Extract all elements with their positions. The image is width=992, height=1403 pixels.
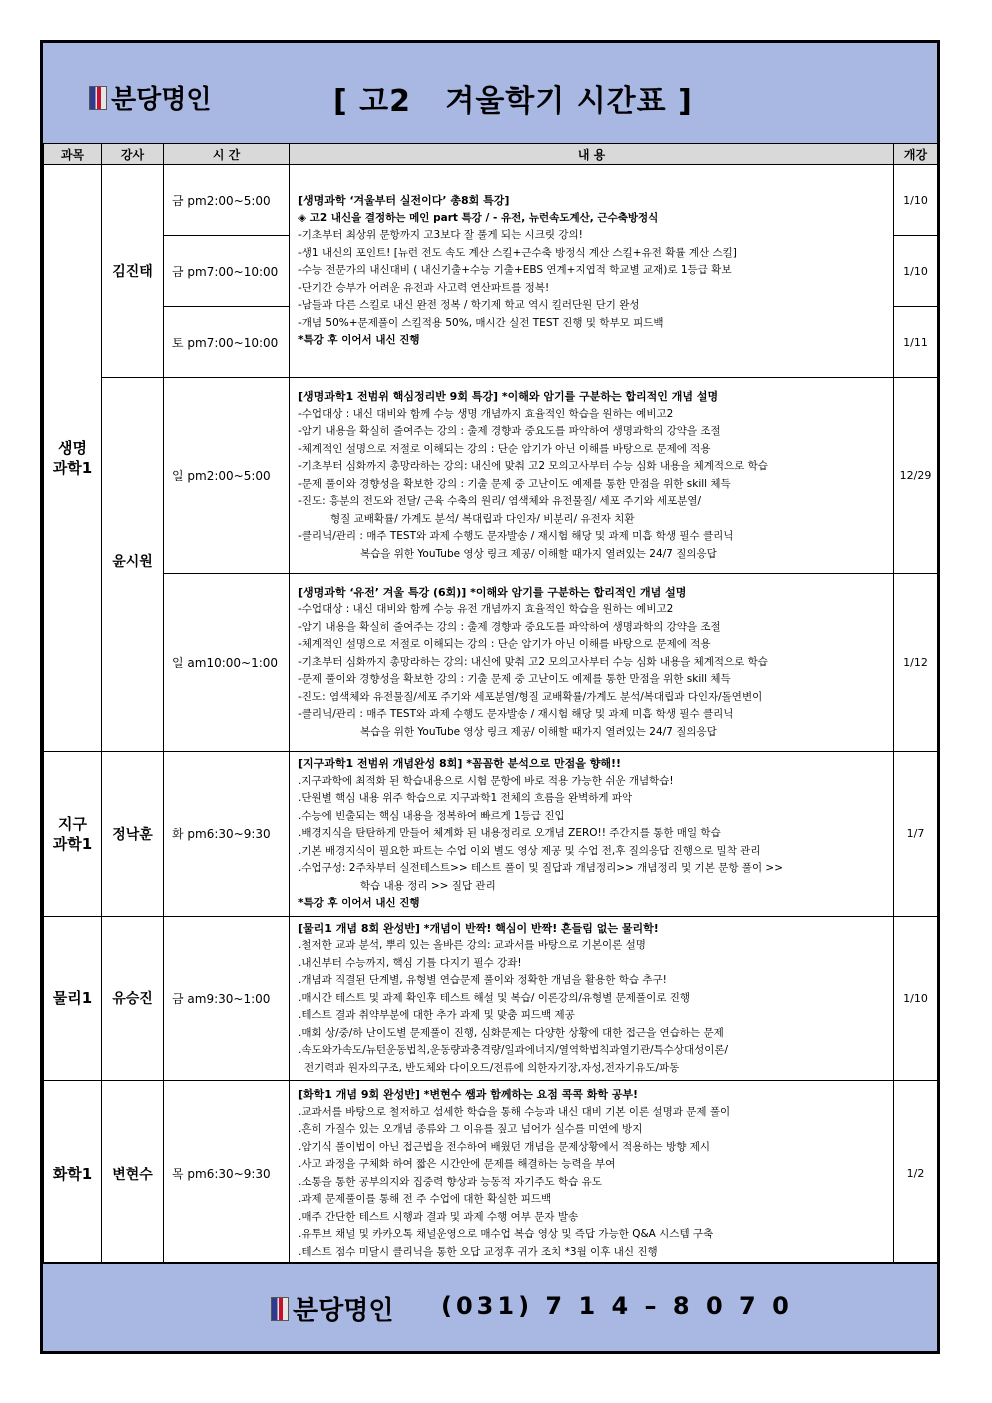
time-yoon-1: 일 pm2:00~5:00 (164, 378, 290, 574)
time-kim-2: 금 pm7:00~10:00 (164, 236, 290, 307)
phone-number: (031) 7 1 4 – 8 0 7 0 (441, 1292, 793, 1320)
header-band (43, 43, 937, 145)
content-line: -암기 내용을 확실히 줄여주는 강의 : 출제 경향과 중요도를 파악하여 생명과학의 강약을 조절 (298, 425, 721, 437)
content-line: -생1 내신의 포인트! [뉴런 전도 속도 계산 스킬+근수축 방정식 계산 스킬+유전 확률 계산 스킬] (298, 246, 737, 259)
count-byun-1: 1/2 (894, 1081, 938, 1267)
content-line: -체계적인 설명으로 저절로 이해되는 강의 : 단순 암기가 아닌 이해를 바탕으로 문제에 적용 (298, 638, 711, 651)
count-yoo-1: 1/10 (894, 916, 938, 1081)
content-jung (290, 752, 894, 917)
content-line: *특강 후 이어서 내신 진행 (298, 897, 420, 909)
content-line: .수능에 빈출되는 핵심 내용을 정복하여 빠르게 1등급 진입 (298, 809, 565, 822)
content-byun (290, 1081, 894, 1267)
content-line: .배경지식을 탄탄하게 만들어 체계화 된 내용정리로 오개념 ZERO!! 주간지를 통한 매일 학습 (298, 827, 721, 839)
footer-logo (271, 1290, 393, 1327)
content-line: -개념 50%+문제풀이 스킬적용 50%, 매시간 실전 TEST 진행 및 학부모 피드백 (298, 316, 664, 329)
content-line: .지구과학에 최적화 된 학습내용으로 시험 문항에 바로 적용 가능한 쉬운 개념학습! (298, 774, 674, 787)
content-line: ◈ 고2 내신을 결정하는 메인 part 특강 / - 유전, 뉴런속도계산, 근수축방정식 (298, 211, 659, 224)
content-line: 전기력과 원자의구조, 반도체와 다이오드/전류에 의한자기장,자성,전자기유도/파동 (304, 1061, 680, 1074)
content-line: -진도: 염색체와 유전물질/세포 주기와 세포분열/형질 교배확률/가계도 분석/복대립과 다인자/돌연변이 (298, 690, 763, 703)
col-count: 개강 (894, 144, 938, 165)
content-line: .내신부터 수능까지, 핵심 기틀 다지기 필수 강좌! (298, 956, 522, 969)
content-line: 복습을 위한 YouTube 영상 링크 제공/ 이해할 때가지 열려있는 24/7 질의응답 (360, 547, 717, 560)
table-row (44, 1081, 938, 1267)
col-content: 내 용 (290, 144, 894, 165)
subject-bio (44, 165, 102, 752)
header-logo (89, 79, 211, 116)
content-line: .매회 상/중/하 난이도별 문제풀이 진행, 심화문제는 다양한 상황에 대한 접근을 연습하는 문제 (298, 1026, 724, 1039)
teacher-yoon (102, 378, 164, 752)
content-line: -클리닉/관리 : 매주 TEST와 과제 수행도 문자발송 / 재시험 해당 및 과제 미흡 학생 필수 클리닉 (298, 530, 734, 542)
content-line: -수업대상 : 내신 대비와 함께 수능 유전 개념까지 효율적인 학습을 원하는 예비고2 (298, 603, 674, 616)
col-subject: 과목 (44, 144, 102, 165)
content-line: .유투브 채널 및 카카오톡 채널운영으로 매수업 복습 영상 및 즉답 가능한 Q&A 시스템 구축 (298, 1228, 714, 1240)
header-logo-text: 분당명인 (111, 85, 212, 115)
content-line: -체계적인 설명으로 저절로 이해되는 강의 : 단순 암기가 아닌 이해를 바탕으로 문제에 적용 (298, 442, 711, 455)
content-line: .테스트 결과 취약부분에 대한 추가 과제 및 맞춤 피드백 제공 (298, 1009, 575, 1021)
timetable (43, 143, 938, 1267)
content-line: -클리닉/관리 : 매주 TEST와 과제 수행도 문자발송 / 재시험 해당 및 과제 미흡 학생 필수 클리닉 (298, 708, 734, 721)
content-yoon-1 (290, 378, 894, 574)
time-byun-1: 목 pm6:30~9:30 (164, 1081, 290, 1267)
footer-band (43, 1262, 937, 1351)
footer-logo-text: 분당명인 (293, 1296, 394, 1326)
subject-chem: 화학1 (44, 1081, 102, 1267)
content-line: .흔히 가질수 있는 오개념 종류와 그 이유를 짚고 넘어가 실수를 미연에 방지 (298, 1123, 643, 1135)
table-row (44, 752, 938, 917)
subject-earth (44, 752, 102, 917)
table-row (44, 916, 938, 1081)
content-line: -수능 전문가의 내신대비 ( 내신기출+수능 기출+EBS 연계+지엽적 학교별 교재)로 1등급 확보 (298, 264, 732, 277)
time-yoon-2: 일 am10:00~1:00 (164, 574, 290, 752)
teacher-byun: 변현수 (102, 1081, 164, 1267)
content-line: -기초부터 심화까지 총망라하는 강의: 내신에 맞춰 고2 모의고사부터 수능 심화 내용을 체계적으로 학습 (298, 655, 768, 668)
subject-physics: 물리1 (44, 916, 102, 1081)
content-line: 복습을 위한 YouTube 영상 링크 제공/ 이해할 때가지 열려있는 24/7 질의응답 (360, 725, 717, 738)
content-line: -암기 내용을 확실히 줄여주는 강의 : 출제 경향과 중요도를 파악하여 생명과학의 강약을 조절 (298, 620, 721, 633)
content-line: [화학1 개념 9회 완성반] *변현수 쌤과 함께하는 요점 콕콕 화학 공부! (298, 1088, 639, 1101)
academy-logo-icon (271, 1297, 289, 1321)
count-yoon-2: 1/12 (894, 574, 938, 752)
content-line: .매주 간단한 테스트 시행과 결과 및 과제 수행 여부 문자 발송 (298, 1210, 579, 1223)
content-line: .과제 문제풀이를 통해 전 주 수업에 대한 확실한 피드백 (298, 1193, 552, 1205)
content-line: .단원별 핵심 내용 위주 학습으로 지구과학1 전체의 흐름을 완벽하게 파악 (298, 792, 633, 804)
content-line: .소통을 통한 공부의지와 집중력 향상과 능동적 자기주도 학습 유도 (298, 1175, 602, 1188)
content-line: .매시간 테스트 및 과제 확인후 테스트 해설 및 복습/ 이론강의/유형별 문제풀이로 진행 (298, 991, 690, 1004)
col-teacher: 강사 (102, 144, 164, 165)
content-line: -문제 풀이와 경향성을 확보한 강의 : 기출 문제 중 고난이도 예제를 통한 만점을 위한 skill 체득 (298, 477, 731, 490)
content-line: -수업대상 : 내신 대비와 함께 수능 생명 개념까지 효율적인 학습을 원하는 예비고2 (298, 407, 674, 420)
content-yoo (290, 916, 894, 1081)
content-line: .철저한 교과 분석, 뿌리 있는 올바른 강의: 교과서를 바탕으로 기본이론 설명 (298, 939, 646, 951)
teacher-kim: 김진태 (102, 165, 164, 378)
time-yoo-1: 금 am9:30~1:00 (164, 916, 290, 1081)
table-header-row (44, 144, 938, 165)
time-kim-1: 금 pm2:00~5:00 (164, 165, 290, 236)
count-jung-1: 1/7 (894, 752, 938, 917)
teacher-jung: 정낙훈 (102, 752, 164, 917)
academy-logo-icon (89, 86, 107, 110)
content-kim (290, 165, 894, 378)
content-line: 학습 내용 정리 >> 질답 관리 (360, 879, 496, 892)
count-yoon-1: 12/29 (894, 378, 938, 574)
count-kim-2: 1/10 (894, 236, 938, 307)
time-kim-3: 토 pm7:00~10:00 (164, 307, 290, 378)
content-line: .속도와가속도/뉴턴운동법칙,운동량과충격량/일과에너지/열역학법칙과열기관/특수상대성이론/ (298, 1044, 729, 1056)
teacher-yoo: 유승진 (102, 916, 164, 1081)
content-line: -단기간 승부가 어려운 유전과 사고력 연산파트를 정복! (298, 281, 550, 294)
table-row (44, 165, 938, 236)
content-line: .암기식 풀이법이 아닌 접근법을 전수하여 배웠던 개념을 문제상황에서 적용하는 방향 제시 (298, 1140, 711, 1153)
count-kim-1: 1/10 (894, 165, 938, 236)
content-line: [생명과학1 전범위 핵심정리반 9회 특강] *이해와 암기를 구분하는 합리적인 개념 설명 (298, 390, 719, 403)
time-jung-1: 화 pm6:30~9:30 (164, 752, 290, 917)
content-line: -기초부터 최상위 문항까지 고3보다 잘 풀게 되는 시크릿 강의! (298, 229, 583, 242)
content-line: .테스트 점수 미달시 클리닉을 통한 오답 교정후 귀가 조치 *3월 이후 내신 진행 (298, 1245, 658, 1258)
teacher-label: 윤시원 (112, 554, 153, 570)
count-kim-3: 1/11 (894, 307, 938, 378)
page-frame (40, 40, 940, 1354)
content-line: [물리1 개념 8회 완성반] *개념이 반짝! 핵심이 반짝! 흔들림 없는 물리학! (298, 921, 659, 935)
content-line: -기초부터 심화까지 총망라하는 강의: 내신에 맞춰 고2 모의고사부터 수능 심화 내용을 체계적으로 학습 (298, 460, 768, 472)
content-line: .수업구성: 2주차부터 실전테스트>> 테스트 풀이 및 질답과 개념정리>> 개념정리 및 기본 문항 풀이 >> (298, 862, 784, 874)
content-line: [생명과학 ‘겨울부터 실전이다’ 총8회 특강] (298, 194, 510, 208)
content-line: .개념과 직결된 단계별, 유형별 연습문제 풀이와 정확한 개념을 활용한 학습 추구! (298, 974, 667, 986)
content-line: 형질 교배확률/ 가계도 분석/ 복대립과 다인자/ 비분리/ 유전자 치환 (330, 512, 635, 525)
col-time: 시 간 (164, 144, 290, 165)
table-row (44, 574, 938, 752)
content-line: .사고 과정을 구체화 하여 짧은 시간안에 문제를 해결하는 능력을 부여 (298, 1158, 616, 1170)
subject-label: 지구 과학1 (52, 814, 93, 853)
content-line: -진도: 흥분의 전도와 전달/ 근육 수축의 원리/ 염색체와 유전물질/ 세포 주기와 세포분열/ (298, 495, 702, 507)
content-line: [생명과학 ‘유전’ 겨울 특강 (6회)] *이해와 암기를 구분하는 합리적인 개념 설명 (298, 585, 687, 599)
content-line: .교과서를 바탕으로 철저하고 섬세한 학습을 통해 수능과 내신 대비 기본 이론 설명과 문제 풀이 (298, 1105, 731, 1118)
table-row (44, 378, 938, 574)
subject-label: 생명 과학1 (52, 439, 93, 477)
content-line: -남들과 다른 스킬로 내신 완전 정복 / 학기제 학교 역시 킬러단원 단기 완성 (298, 299, 640, 312)
content-line: [지구과학1 전범위 개념완성 8회] *꼼꼼한 분석으로 만점을 향해!! (298, 757, 621, 770)
content-line: -문제 풀이와 경향성을 확보한 강의 : 기출 문제 중 고난이도 예제를 통한 만점을 위한 skill 체득 (298, 673, 731, 686)
page-title: [ 고2 겨울학기 시간표 ] (333, 84, 693, 119)
content-yoon-2 (290, 574, 894, 752)
content-line: *특강 후 이어서 내신 진행 (298, 334, 420, 347)
content-line: .기본 배경지식이 필요한 파트는 수업 이외 별도 영상 제공 및 수업 전,후 질의응답 진행으로 밀착 관리 (298, 844, 761, 857)
